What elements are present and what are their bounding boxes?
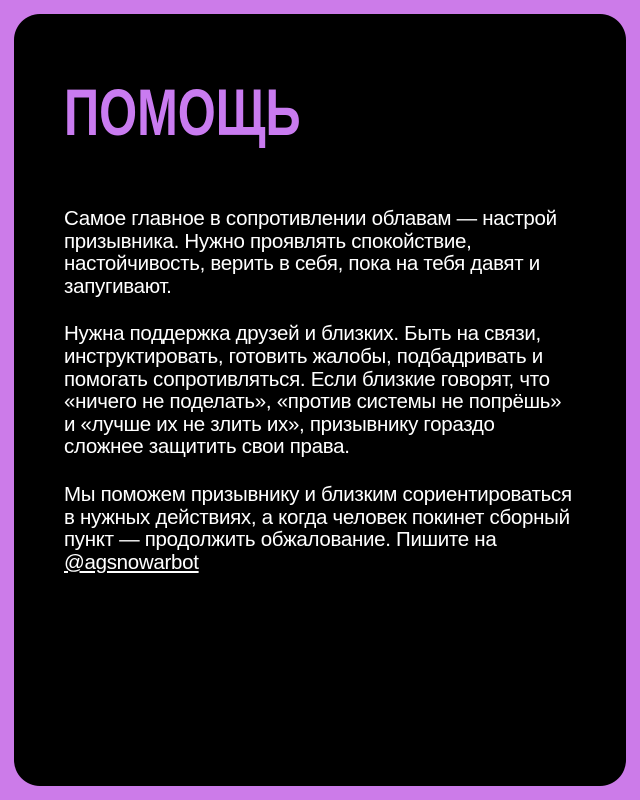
page-title: ПОМОЩЬ: [64, 75, 301, 149]
paragraph-contact: [64, 484, 574, 574]
paragraph-support: Нужна поддержка друзей и близких. Быть на связи, инструктировать, готовить жалобы, подбадривать и помогать сопротивляться. Если близкие говорят, что «ничего не поделать», «против системы не попрёшь» и «лучше их не злить их», призывнику гораздо сложнее защитить свои права.: [64, 322, 562, 459]
bot-handle-link[interactable]: @agsnowarbot: [64, 550, 199, 574]
paragraph-contact-text: Мы поможем призывнику и близким сориентироваться в нужных действиях, а когда человек покинет сборный пункт — продолжить обжалование. Пишите на: [64, 482, 572, 552]
body-text: [64, 208, 574, 599]
info-card: [14, 14, 626, 786]
paragraph-mindset: Самое главное в сопротивлении облавам — настрой призывника. Нужно проявлять спокойствие, настойчивость, верить в себя, пока на тебя давят и запугивают.: [64, 207, 557, 298]
